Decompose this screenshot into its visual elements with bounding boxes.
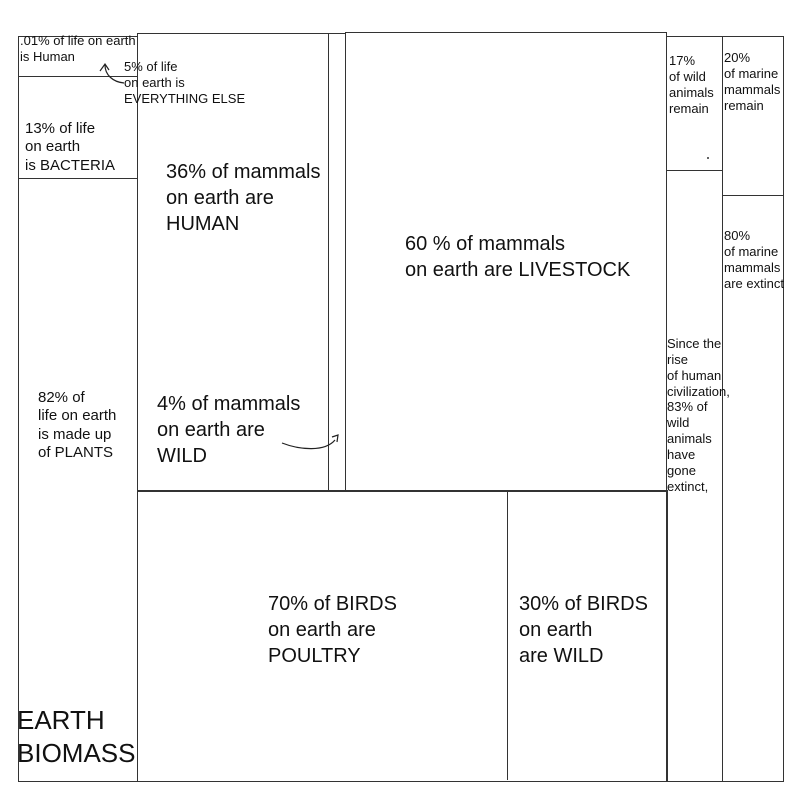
- stray-dot: [707, 157, 709, 159]
- mammals-wild-strip: [328, 33, 346, 492]
- wild-animals-extinct-label: Since the rise of human civilization, 83% of wild animals have gone extinct,: [667, 336, 730, 494]
- birds-wild-label: 30% of BIRDS on earth are WILD: [519, 593, 648, 667]
- mammals-wild-label: 4% of mammals on earth are WILD: [157, 393, 301, 467]
- bacteria-label: 13% of life on earth is BACTERIA: [25, 120, 116, 174]
- marine-mammals-column: [722, 36, 784, 782]
- plants-label: 82% of life on earth is made up of PLANTS: [38, 389, 117, 461]
- mammals-human-label: 36% of mammals on earth are HUMAN: [166, 161, 321, 235]
- bacteria-divider: [18, 178, 138, 179]
- wild-mammals-arrow-icon: [280, 430, 350, 460]
- everything-else-arrow-icon: [95, 60, 135, 90]
- mammals-livestock-label: 60 % of mammals on earth are LIVESTOCK: [405, 233, 631, 281]
- wild-animals-divider: [666, 170, 723, 171]
- wild-animals-remain-label: 17% of wild animals remain: [669, 53, 714, 116]
- marine-mammals-extinct-label: 80% of marine mammals are extinct: [724, 228, 784, 291]
- everything-else-label: 5% of life on earth is EVERYTHING ELSE: [124, 59, 246, 106]
- birds-poultry-label: 70% of BIRDS on earth are POULTRY: [268, 593, 397, 667]
- earth-biomass-title: EARTH BIOMASS: [17, 705, 136, 768]
- marine-mammals-divider: [722, 195, 784, 196]
- birds-divider: [507, 490, 508, 780]
- human-life-label: .01% of life on earth is Human: [20, 33, 136, 64]
- marine-mammals-remain-label: 20% of marine mammals remain: [724, 50, 781, 113]
